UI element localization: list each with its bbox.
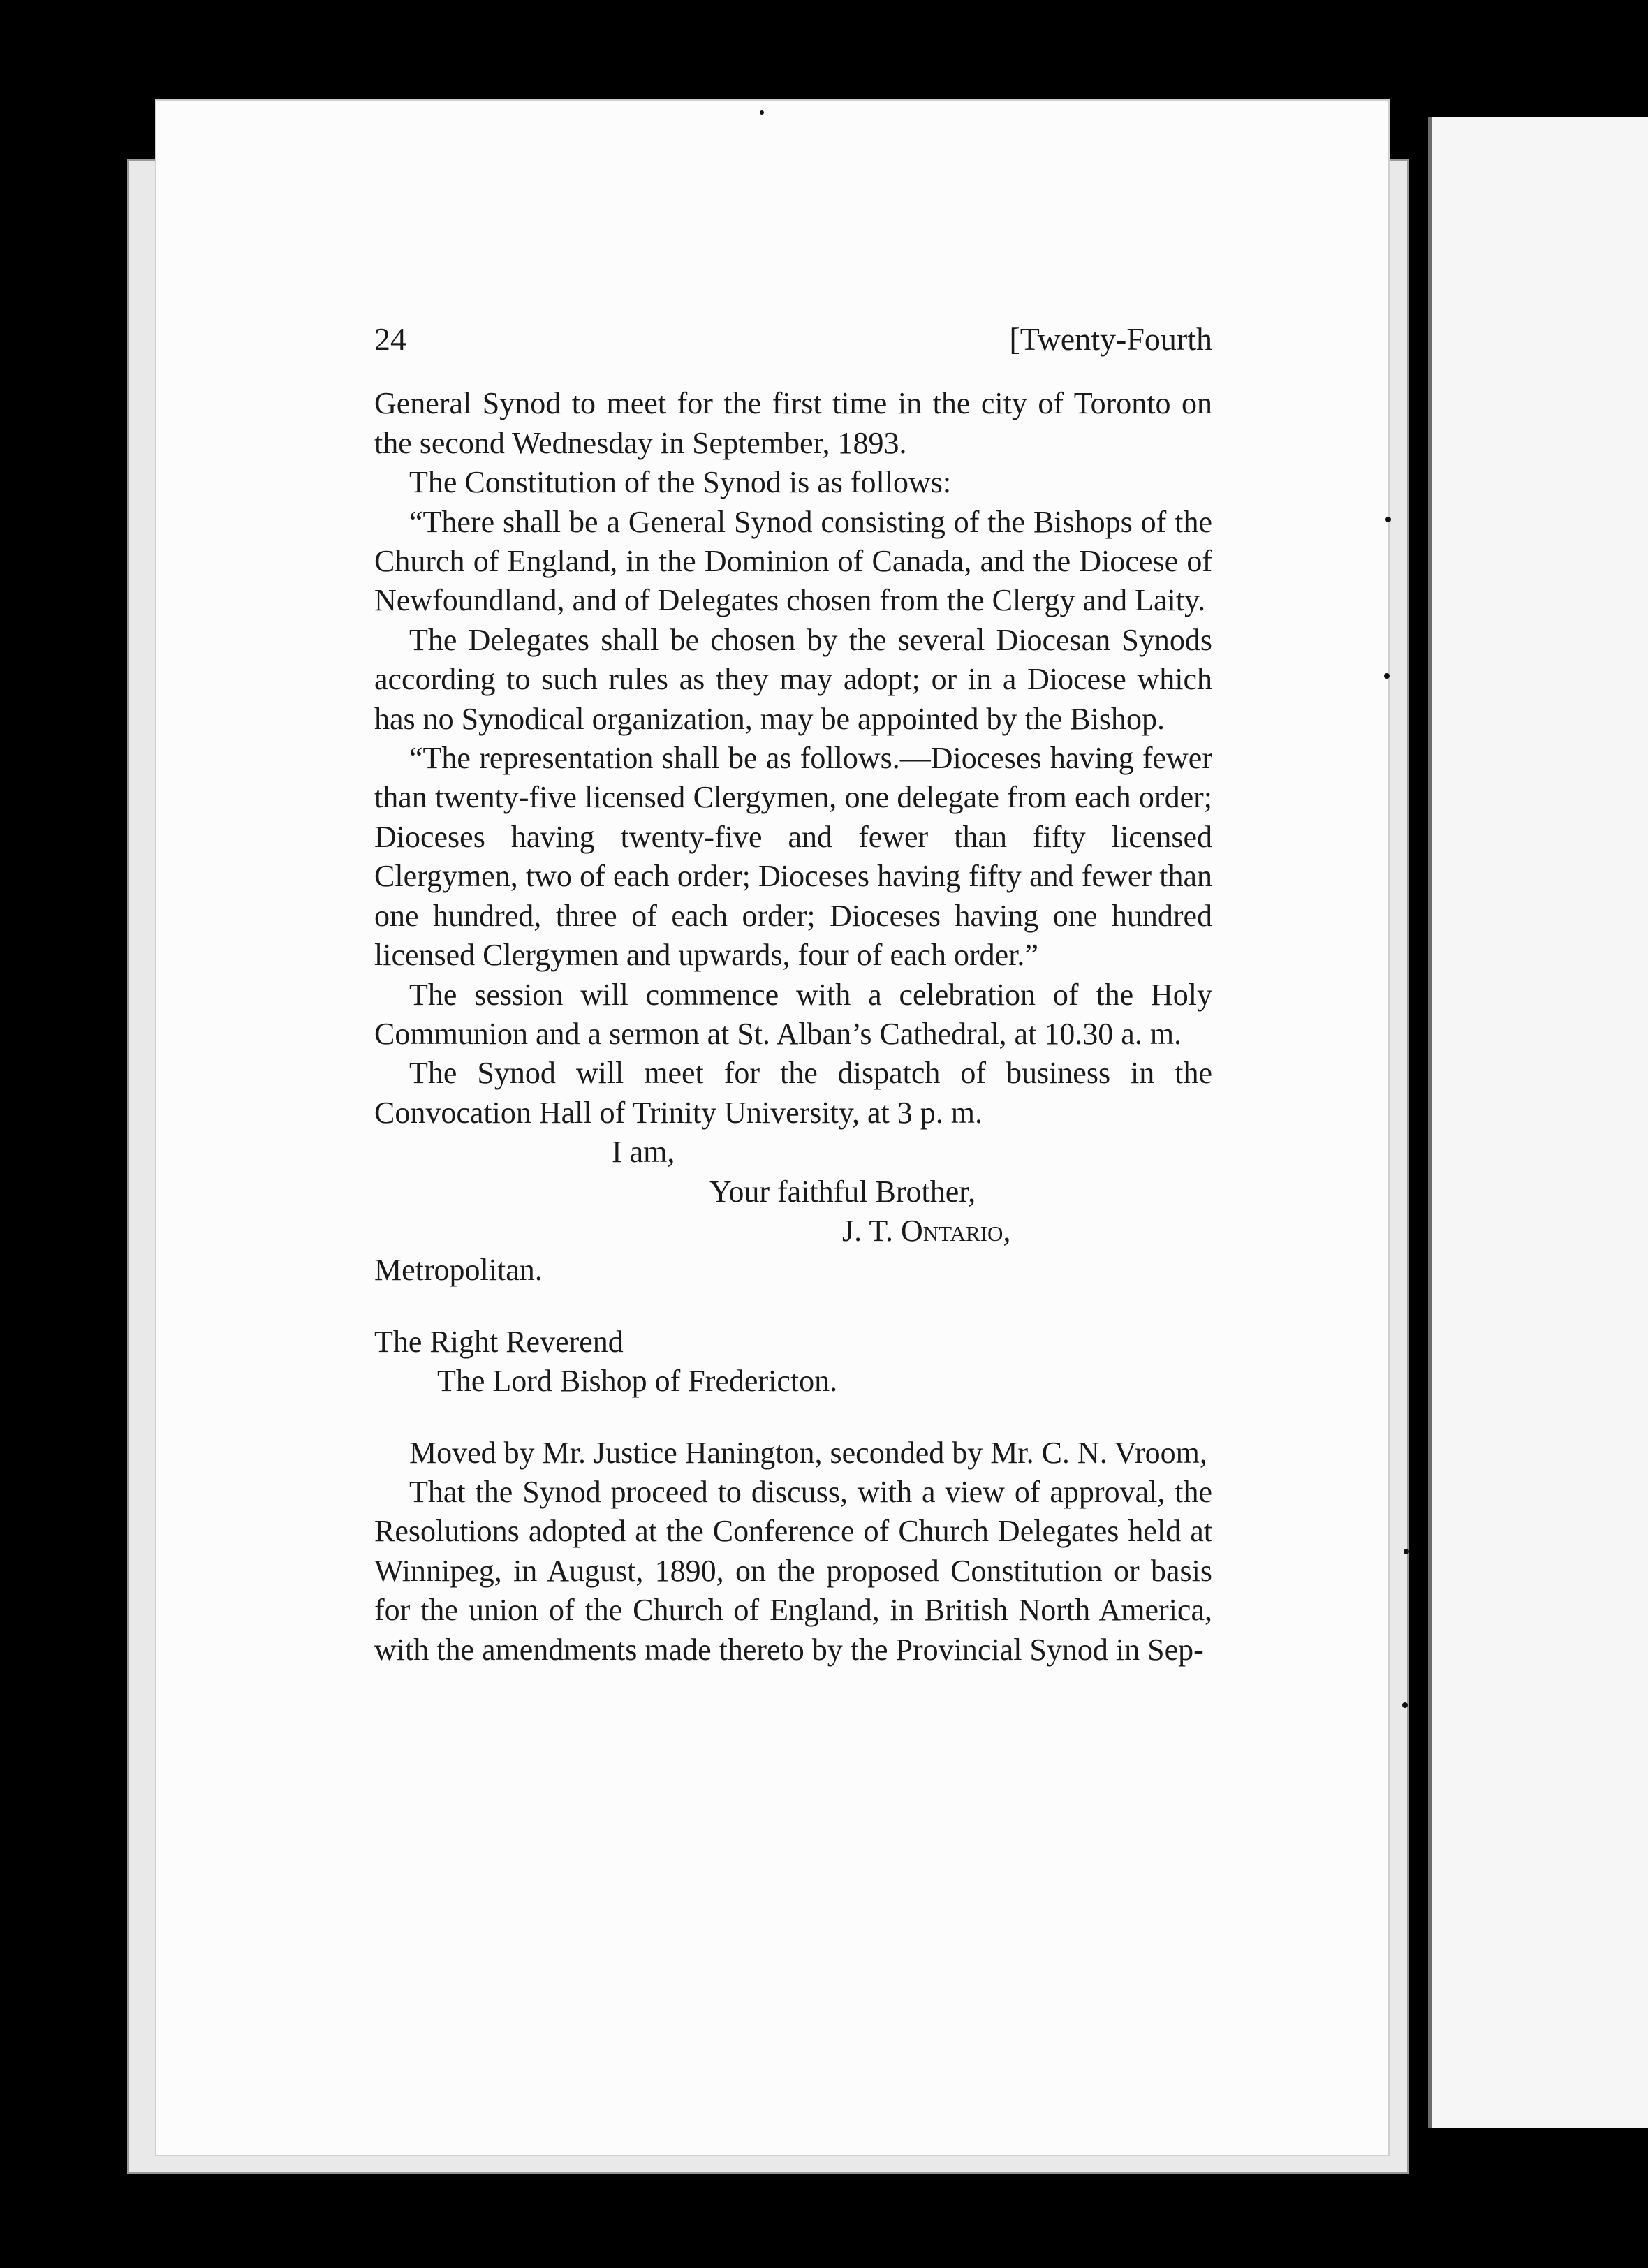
paragraph: “The representation shall be as follows.—Dioceses having fewer than twenty-five licensed Clergymen, one delegate from each order; Dioceses having twenty-five and fewer than fifty licensed Clergymen, two of each order; Dioceses having fifty and fewer than one hundred, three of each order; Dioceses having one hundred licensed Clergymen and upwards, four of each order.” (374, 741, 1212, 973)
page-text (374, 320, 1212, 1670)
signature-initials: J. T. (842, 1213, 893, 1248)
motion-text: That the Synod proceed to discuss, with a view of approval, the Resolutions adopted at the Conference of Church Delegates held at Winnipeg, in August, 1890, on the proposed Constitution or basis for the union of the Church of England, in British North America, with the amendments made thereto by the Provincial Synod in Sep- (374, 1474, 1212, 1667)
closing-line: Your faithful Brother, (709, 1174, 976, 1209)
spacer (374, 1401, 1212, 1434)
running-head: [Twenty-Fourth (1009, 321, 1212, 357)
paragraph: The Synod will meet for the dispatch of business in the Convocation Hall of Trinity University, at 3 p. m. (374, 1056, 1212, 1130)
adjacent-page-edge (1428, 117, 1648, 2128)
scan-speck (1404, 1549, 1409, 1554)
scan-speck (760, 110, 764, 115)
signature-title: Metropolitan. (374, 1253, 543, 1288)
scan-speck (1402, 1702, 1408, 1708)
motion-mover: Moved by Mr. Justice Hanington, seconded by Mr. C. N. Vroom, (409, 1435, 1207, 1470)
paragraph: “There shall be a General Synod consisting of the Bishops of the Church of England, in the Dominion of Canada, and the Diocese of Newfoundland, and of Delegates chosen from the Clergy and Laity. (374, 504, 1212, 618)
paragraph: The session will commence with a celebration of the Holy Communion and a sermon at St. Alban’s Cathedral, at 10.30 a. m. (374, 977, 1212, 1051)
scan-speck (1385, 517, 1391, 522)
signature-name: Ontario (900, 1213, 1003, 1248)
signature (374, 1212, 1212, 1251)
paragraph: The Constitution of the Synod is as follows: (409, 465, 952, 500)
paragraph: General Synod to meet for the first time in the city of Toronto on the second Wednesday in September, 1893. (374, 386, 1212, 460)
closing-line: I am, (612, 1135, 675, 1170)
addressee-line: The Right Reverend (374, 1324, 624, 1359)
scan-speck (1384, 673, 1390, 679)
spacer (374, 1290, 1212, 1323)
addressee-line: The Lord Bishop of Fredericton. (437, 1364, 838, 1399)
page-number: 24 (374, 321, 406, 357)
paragraph: The Delegates shall be chosen by the several Diocesan Synods according to such rules as they may adopt; or in a Diocese which has no Synodical organization, may be appointed by the Bishop. (374, 622, 1212, 736)
page-header (374, 320, 1212, 359)
signature-comma: , (1003, 1213, 1011, 1248)
